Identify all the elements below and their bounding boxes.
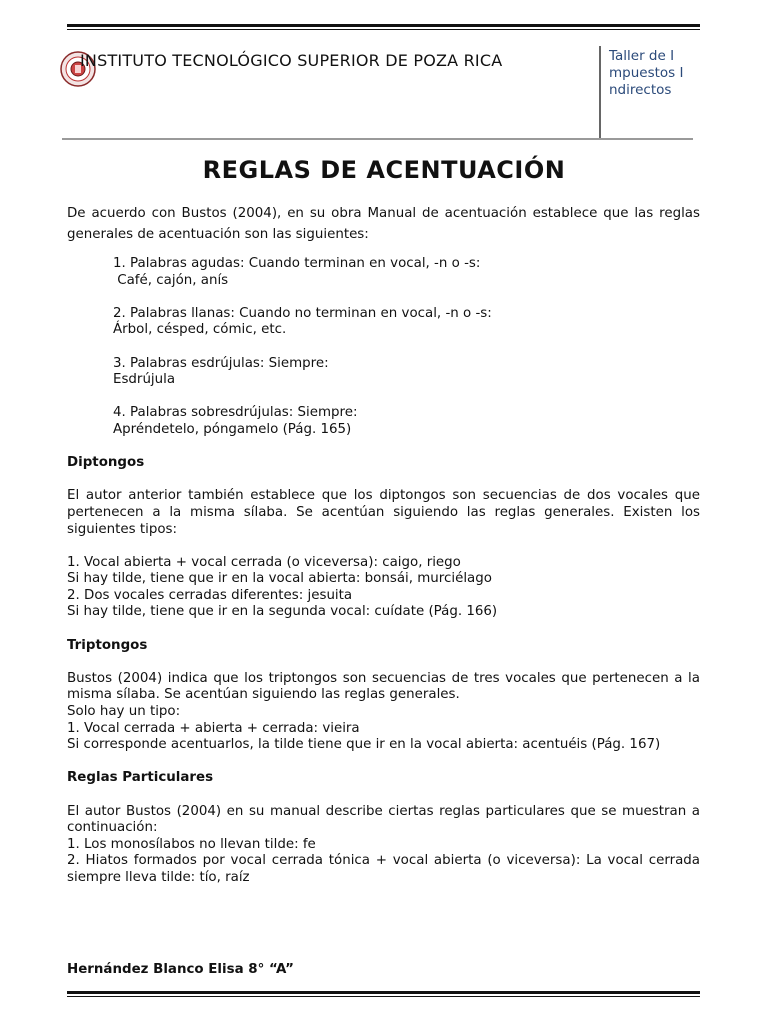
- triptongos-line: Si corresponde acentuarlos, la tilde tiene que ir en la vocal abierta: acentuéis (Pág. 167): [67, 737, 661, 753]
- triptongos-line: Solo hay un tipo:: [67, 704, 181, 720]
- top-rule-thin: [67, 29, 700, 30]
- document-title: REGLAS DE ACENTUACIÓN: [202, 156, 566, 184]
- diptongos-line: 2. Dos vocales cerradas diferentes: jesuita: [67, 587, 353, 603]
- intro-paragraph: De acuerdo con Bustos (2004), en su obra Manual de acentuación establece que las reglas generales de acentuación son las siguientes:: [67, 206, 700, 242]
- diptongos-paragraph: El autor anterior también establece que los diptongos son secuencias de dos vocales que pertenecen a la misma sílaba. Se acentúan siguiendo las reglas generales. Existen los siguientes tipos:: [67, 488, 700, 537]
- section-heading-particulares: Reglas Particulares: [67, 770, 214, 786]
- rule-example: Esdrújula: [113, 372, 176, 388]
- particulares-line: 1. Los monosílabos no llevan tilde: fe: [67, 836, 316, 852]
- rule-item: 1. Palabras agudas: Cuando terminan en vocal, -n o -s:: [113, 256, 481, 271]
- header-rule: [62, 138, 693, 140]
- institution-name: INSTITUTO TECNOLÓGICO SUPERIOR DE POZA RICA: [80, 51, 503, 70]
- document-body: [67, 203, 700, 887]
- rules-list: [67, 256, 700, 439]
- author-name: Hernández Blanco Elisa 8° “A”: [67, 962, 294, 977]
- rule-item: 3. Palabras esdrújulas: Siempre:: [113, 355, 329, 371]
- triptongos-line: 1. Vocal cerrada + abierta + cerrada: vieira: [67, 720, 360, 736]
- particulares-line: 2. Hiatos formados por vocal cerrada tónica + vocal abierta (o viceversa): La vocal cerrada siempre lleva tilde: tío, raíz: [67, 853, 700, 885]
- diptongos-line: Si hay tilde, tiene que ir en la segunda vocal: cuídate (Pág. 166): [67, 604, 498, 620]
- rule-example: Apréndetelo, póngamelo (Pág. 165): [113, 421, 352, 437]
- diptongos-line: 1. Vocal abierta + vocal cerrada (o viceversa): caigo, riego: [67, 554, 461, 570]
- triptongos-paragraph: Bustos (2004) indica que los triptongos son secuencias de tres vocales que pertenecen a la misma sílaba. Se acentúan siguiendo las reglas generales.: [67, 670, 700, 703]
- rule-item: 4. Palabras sobresdrújulas: Siempre:: [113, 405, 358, 421]
- particulares-paragraph: El autor Bustos (2004) en su manual describe ciertas reglas particulares que se muestran a continuación:: [67, 803, 700, 836]
- rule-example: Árbol, césped, cómic, etc.: [113, 322, 287, 338]
- diptongos-line: Si hay tilde, tiene que ir en la vocal abierta: bonsái, murciélago: [67, 571, 492, 587]
- top-rule: [67, 24, 700, 27]
- section-heading-diptongos: Diptongos: [67, 455, 145, 471]
- rule-example: Café, cajón, anís: [113, 272, 229, 288]
- rule-item: 2. Palabras llanas: Cuando no terminan en vocal, -n o -s:: [113, 305, 492, 321]
- course-name: Taller de Impuestos Indirectos: [609, 48, 684, 98]
- bottom-rule: [67, 991, 700, 994]
- header-divider: [599, 46, 601, 138]
- section-heading-triptongos: Triptongos: [67, 637, 148, 653]
- bottom-rule-thin: [67, 996, 700, 997]
